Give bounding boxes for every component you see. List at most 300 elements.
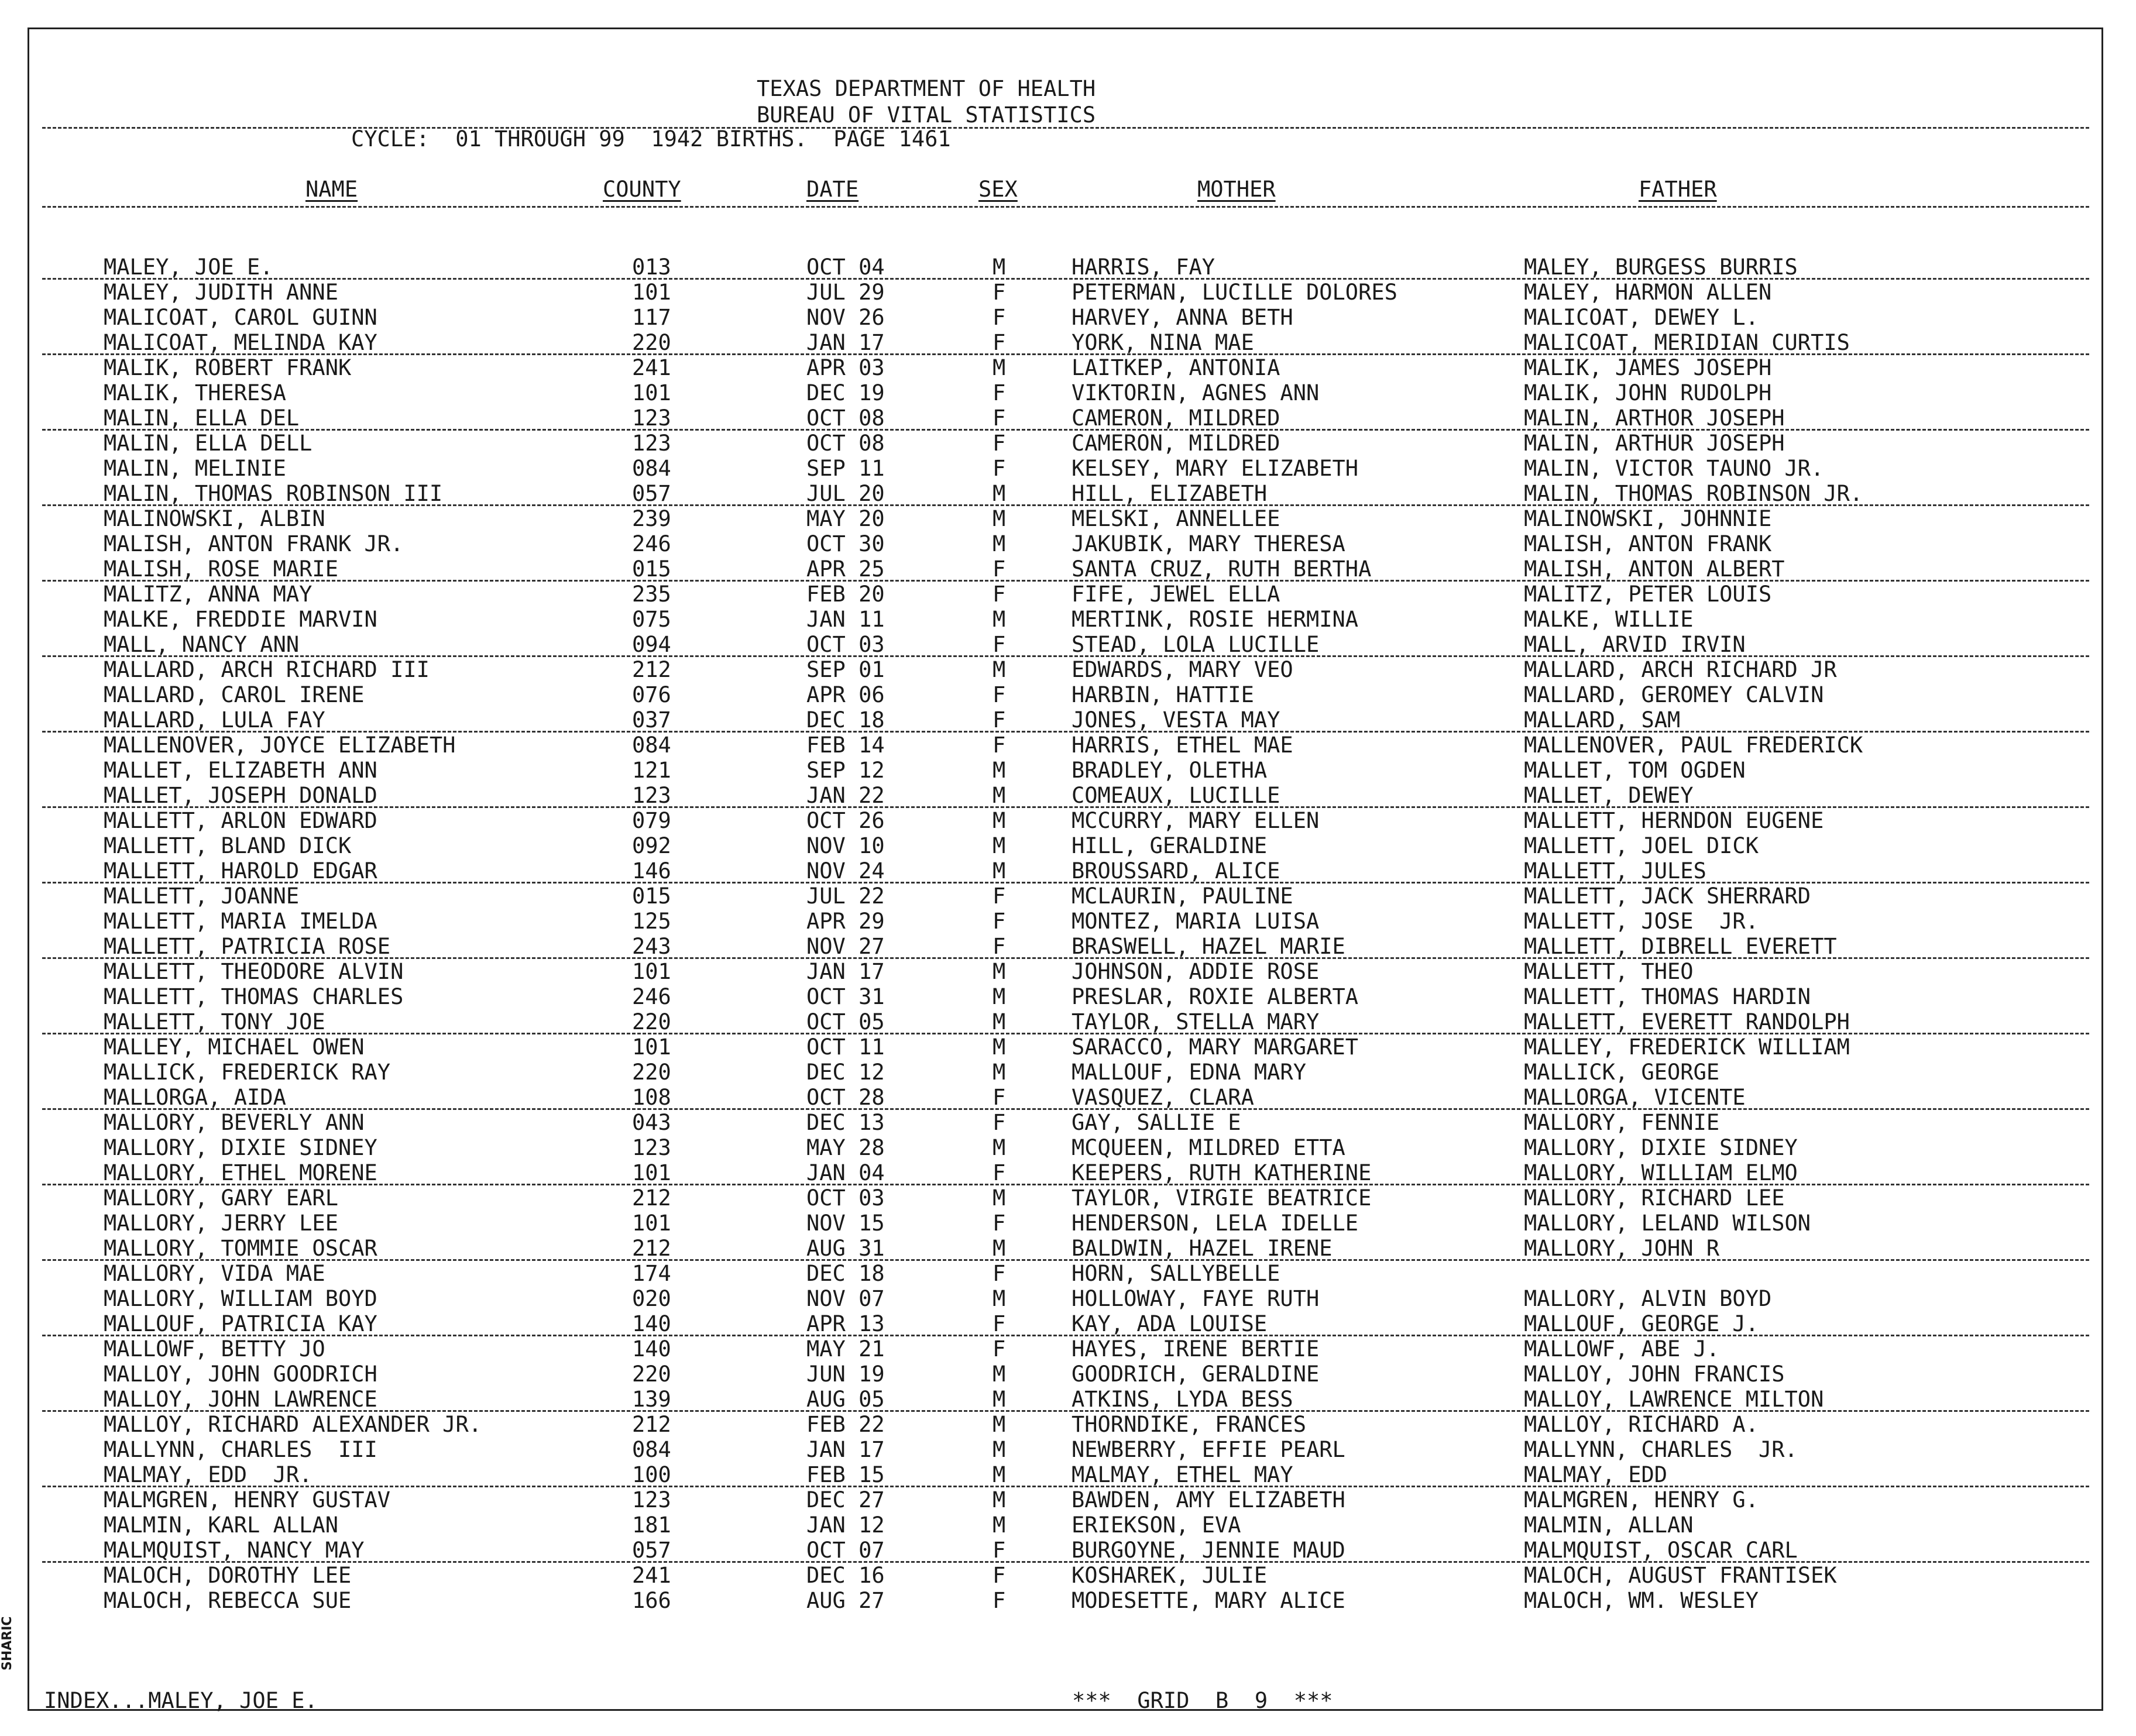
cell-county: 166	[632, 1588, 671, 1613]
cell-name: MALLORY, JERRY LEE	[104, 1211, 338, 1236]
cell-mother: ATKINS, LYDA BESS	[1072, 1387, 1293, 1412]
cell-name: MALLETT, MARIA IMELDA	[104, 909, 377, 934]
cell-sex: M	[993, 808, 1006, 833]
cell-county: 243	[632, 934, 671, 959]
cell-name: MALLETT, THEODORE ALVIN	[104, 959, 404, 984]
cell-sex: F	[993, 305, 1006, 330]
cell-name: MALLOY, JOHN LAWRENCE	[104, 1387, 377, 1412]
cell-sex: F	[993, 1211, 1006, 1236]
cell-name: MALIN, MELINIE	[104, 456, 286, 481]
table-row	[0, 456, 2136, 481]
cell-mother: VASQUEZ, CLARA	[1072, 1085, 1254, 1110]
cell-date: OCT 08	[806, 431, 885, 456]
cell-father: MALKE, WILLIE	[1524, 607, 1694, 632]
cell-sex: M	[993, 1512, 1006, 1538]
cell-date: APR 13	[806, 1311, 885, 1336]
cell-name: MALLORGA, AIDA	[104, 1085, 286, 1110]
cell-sex: M	[993, 1135, 1006, 1160]
cell-name: MALLARD, CAROL IRENE	[104, 682, 365, 707]
table-row	[0, 1387, 2136, 1412]
cell-date: MAY 21	[806, 1336, 885, 1362]
cell-father: MALLORY, FENNIE	[1524, 1110, 1720, 1135]
cell-sex: F	[993, 1311, 1006, 1336]
cell-mother: EDWARDS, MARY VEO	[1072, 657, 1293, 682]
cell-date: APR 06	[806, 682, 885, 707]
table-row	[0, 1362, 2136, 1387]
cell-name: MALICOAT, CAROL GUINN	[104, 305, 377, 330]
cell-name: MALMAY, EDD JR.	[104, 1462, 312, 1487]
cell-date: JAN 17	[806, 330, 885, 355]
cell-father: MALEY, HARMON ALLEN	[1524, 280, 1772, 305]
cell-mother: SANTA CRUZ, RUTH BERTHA	[1072, 556, 1372, 582]
table-row	[0, 1588, 2136, 1613]
cell-mother: GOODRICH, GERALDINE	[1072, 1362, 1320, 1387]
cell-mother: VIKTORIN, AGNES ANN	[1072, 380, 1320, 405]
cell-sex: M	[993, 1487, 1006, 1512]
cell-date: DEC 16	[806, 1563, 885, 1588]
cell-father: MALLETT, HERNDON EUGENE	[1524, 808, 1824, 833]
cell-date: DEC 13	[806, 1110, 885, 1135]
cell-county: 140	[632, 1311, 671, 1336]
cell-county: 084	[632, 733, 671, 758]
table-row	[0, 1538, 2136, 1563]
cell-county: 084	[632, 1437, 671, 1462]
table-row	[0, 1160, 2136, 1185]
cell-date: JUL 29	[806, 280, 885, 305]
cell-father: MALLETT, THEO	[1524, 959, 1694, 984]
table-row	[0, 632, 2136, 657]
cell-county: 057	[632, 1538, 671, 1563]
table-row	[0, 1185, 2136, 1211]
cell-mother: BROUSSARD, ALICE	[1072, 858, 1280, 884]
cell-county: 101	[632, 1034, 671, 1060]
cell-county: 220	[632, 1009, 671, 1034]
table-row	[0, 1085, 2136, 1110]
side-label: SHARIC	[0, 1616, 15, 1670]
cell-county: 123	[632, 1487, 671, 1512]
cell-county: 246	[632, 984, 671, 1009]
cell-father: MALLORGA, VICENTE	[1524, 1085, 1746, 1110]
cell-father: MALEY, BURGESS BURRIS	[1524, 255, 1798, 280]
cell-mother: MONTEZ, MARIA LUISA	[1072, 909, 1320, 934]
cell-county: 212	[632, 657, 671, 682]
cell-county: 079	[632, 808, 671, 833]
cell-county: 043	[632, 1110, 671, 1135]
cell-date: OCT 05	[806, 1009, 885, 1034]
cell-father: MALIN, ARTHOR JOSEPH	[1524, 405, 1785, 431]
cell-father: MALLETT, JACK SHERRARD	[1524, 884, 1811, 909]
cell-sex: F	[993, 632, 1006, 657]
cell-name: MALLETT, BLAND DICK	[104, 833, 352, 858]
cell-sex: M	[993, 506, 1006, 531]
cell-mother: HAYES, IRENE BERTIE	[1072, 1336, 1320, 1362]
table-row	[0, 1336, 2136, 1362]
cell-date: NOV 26	[806, 305, 885, 330]
cell-county: 101	[632, 1211, 671, 1236]
cell-mother: MELSKI, ANNELLEE	[1072, 506, 1280, 531]
cell-father: MALLET, DEWEY	[1524, 783, 1694, 808]
table-row	[0, 758, 2136, 783]
cell-mother: CAMERON, MILDRED	[1072, 405, 1280, 431]
cell-sex: F	[993, 405, 1006, 431]
cell-date: AUG 27	[806, 1588, 885, 1613]
cell-county: 108	[632, 1085, 671, 1110]
cell-mother: MERTINK, ROSIE HERMINA	[1072, 607, 1359, 632]
cell-sex: F	[993, 909, 1006, 934]
table-row	[0, 1009, 2136, 1034]
cell-mother: BRADLEY, OLETHA	[1072, 758, 1268, 783]
cell-sex: M	[993, 1286, 1006, 1311]
cell-sex: M	[993, 1009, 1006, 1034]
cell-date: APR 29	[806, 909, 885, 934]
cell-date: OCT 03	[806, 632, 885, 657]
cell-date: DEC 18	[806, 1261, 885, 1286]
table-row	[0, 1135, 2136, 1160]
cell-date: NOV 27	[806, 934, 885, 959]
cell-county: 015	[632, 884, 671, 909]
table-row	[0, 330, 2136, 355]
cell-sex: M	[993, 984, 1006, 1009]
cell-name: MALLORY, TOMMIE OSCAR	[104, 1236, 377, 1261]
cell-father: MALL, ARVID IRVIN	[1524, 632, 1746, 657]
cell-mother: JAKUBIK, MARY THERESA	[1072, 531, 1345, 556]
cell-father: MALLOY, LAWRENCE MILTON	[1524, 1387, 1824, 1412]
cell-father: MALLOY, RICHARD A.	[1524, 1412, 1759, 1437]
table-row	[0, 707, 2136, 733]
cell-sex: F	[993, 1110, 1006, 1135]
cell-mother: KAY, ADA LOUISE	[1072, 1311, 1268, 1336]
column-header-father: FATHER	[1639, 177, 1717, 202]
cell-sex: F	[993, 456, 1006, 481]
cell-county: 235	[632, 582, 671, 607]
cell-sex: F	[993, 682, 1006, 707]
table-row	[0, 733, 2136, 758]
cell-date: OCT 30	[806, 531, 885, 556]
cell-name: MALLOY, RICHARD ALEXANDER JR.	[104, 1412, 482, 1437]
table-row	[0, 405, 2136, 431]
cell-county: 220	[632, 1362, 671, 1387]
cell-father: MALIK, JOHN RUDOLPH	[1524, 380, 1772, 405]
cell-sex: M	[993, 858, 1006, 884]
table-row	[0, 582, 2136, 607]
cell-date: JAN 17	[806, 1437, 885, 1462]
cell-father: MALLORY, LELAND WILSON	[1524, 1211, 1811, 1236]
table-row	[0, 1261, 2136, 1286]
cell-father: MALMGREN, HENRY G.	[1524, 1487, 1759, 1512]
cell-father: MALICOAT, MERIDIAN CURTIS	[1524, 330, 1850, 355]
cell-county: 123	[632, 431, 671, 456]
cell-sex: M	[993, 1387, 1006, 1412]
cell-mother: BURGOYNE, JENNIE MAUD	[1072, 1538, 1345, 1563]
cell-sex: M	[993, 355, 1006, 380]
cell-mother: HARRIS, FAY	[1072, 255, 1215, 280]
cell-mother: HILL, GERALDINE	[1072, 833, 1268, 858]
cell-sex: F	[993, 934, 1006, 959]
cell-date: OCT 08	[806, 405, 885, 431]
cell-sex: M	[993, 1185, 1006, 1211]
table-row	[0, 607, 2136, 632]
cell-name: MALITZ, ANNA MAY	[104, 582, 312, 607]
cell-name: MALLETT, ARLON EDWARD	[104, 808, 377, 833]
cell-county: 101	[632, 280, 671, 305]
cell-sex: F	[993, 330, 1006, 355]
table-row	[0, 1110, 2136, 1135]
table-row	[0, 380, 2136, 405]
cell-date: AUG 31	[806, 1236, 885, 1261]
cell-county: 241	[632, 1563, 671, 1588]
table-row	[0, 1236, 2136, 1261]
cell-name: MALOCH, REBECCA SUE	[104, 1588, 352, 1613]
cell-county: 100	[632, 1462, 671, 1487]
cell-father: MALLET, TOM OGDEN	[1524, 758, 1746, 783]
cell-sex: F	[993, 431, 1006, 456]
cell-date: NOV 24	[806, 858, 885, 884]
cell-name: MALLORY, BEVERLY ANN	[104, 1110, 365, 1135]
table-row	[0, 531, 2136, 556]
header-subtitle: BUREAU OF VITAL STATISTICS	[757, 102, 1096, 128]
cell-name: MALLETT, HAROLD EDGAR	[104, 858, 377, 884]
cell-county: 037	[632, 707, 671, 733]
cell-county: 015	[632, 556, 671, 582]
cell-mother: KELSEY, MARY ELIZABETH	[1072, 456, 1359, 481]
cell-county: 101	[632, 959, 671, 984]
cell-father: MALLETT, JOEL DICK	[1524, 833, 1759, 858]
cell-father: MALLARD, ARCH RICHARD JR	[1524, 657, 1837, 682]
cell-father: MALLETT, JOSE JR.	[1524, 909, 1759, 934]
cell-name: MALLOWF, BETTY JO	[104, 1336, 325, 1362]
cell-sex: M	[993, 1412, 1006, 1437]
cell-county: 075	[632, 607, 671, 632]
cell-father: MALLOUF, GEORGE J.	[1524, 1311, 1759, 1336]
cell-county: 123	[632, 1135, 671, 1160]
cell-county: 220	[632, 330, 671, 355]
table-row	[0, 355, 2136, 380]
cell-date: OCT 03	[806, 1185, 885, 1211]
cell-mother: PETERMAN, LUCILLE DOLORES	[1072, 280, 1397, 305]
cell-county: 212	[632, 1236, 671, 1261]
cell-date: NOV 10	[806, 833, 885, 858]
cell-name: MALLEY, MICHAEL OWEN	[104, 1034, 365, 1060]
cell-county: 094	[632, 632, 671, 657]
cell-county: 140	[632, 1336, 671, 1362]
cell-sex: M	[993, 481, 1006, 506]
cell-county: 101	[632, 1160, 671, 1185]
header-title: TEXAS DEPARTMENT OF HEALTH	[757, 76, 1096, 101]
cell-sex: M	[993, 1362, 1006, 1387]
cell-date: SEP 12	[806, 758, 885, 783]
cell-sex: M	[993, 531, 1006, 556]
cell-mother: THORNDIKE, FRANCES	[1072, 1412, 1306, 1437]
cell-sex: M	[993, 657, 1006, 682]
cell-father: MALLORY, WILLIAM ELMO	[1524, 1160, 1798, 1185]
cell-sex: M	[993, 1437, 1006, 1462]
cell-county: 181	[632, 1512, 671, 1538]
table-row	[0, 1437, 2136, 1462]
cell-father: MALLETT, JULES	[1524, 858, 1706, 884]
cell-name: MALLICK, FREDERICK RAY	[104, 1060, 391, 1085]
cell-date: OCT 07	[806, 1538, 885, 1563]
cell-county: 092	[632, 833, 671, 858]
cell-father: MALLETT, THOMAS HARDIN	[1524, 984, 1811, 1009]
table-row	[0, 1034, 2136, 1060]
cell-mother: SARACCO, MARY MARGARET	[1072, 1034, 1359, 1060]
cell-sex: M	[993, 1236, 1006, 1261]
cell-mother: MCCURRY, MARY ELLEN	[1072, 808, 1320, 833]
cell-mother: ERIEKSON, EVA	[1072, 1512, 1241, 1538]
column-header-sex: SEX	[978, 177, 1018, 202]
cell-father: MALLORY, RICHARD LEE	[1524, 1185, 1785, 1211]
cell-name: MALLET, ELIZABETH ANN	[104, 758, 377, 783]
cell-date: JAN 12	[806, 1512, 885, 1538]
cell-sex: F	[993, 1588, 1006, 1613]
cell-name: MALKE, FREDDIE MARVIN	[104, 607, 377, 632]
cell-name: MALLORY, WILLIAM BOYD	[104, 1286, 377, 1311]
column-header-mother: MOTHER	[1197, 177, 1276, 202]
cell-father: MALLETT, EVERETT RANDOLPH	[1524, 1009, 1850, 1034]
table-row	[0, 682, 2136, 707]
cell-mother: TAYLOR, STELLA MARY	[1072, 1009, 1320, 1034]
cell-sex: F	[993, 582, 1006, 607]
cell-name: MALLETT, THOMAS CHARLES	[104, 984, 404, 1009]
cell-mother: CAMERON, MILDRED	[1072, 431, 1280, 456]
table-row	[0, 481, 2136, 506]
cell-date: JAN 17	[806, 959, 885, 984]
cell-mother: JOHNSON, ADDIE ROSE	[1072, 959, 1320, 984]
cell-father: MALMIN, ALLAN	[1524, 1512, 1694, 1538]
cell-mother: MCLAURIN, PAULINE	[1072, 884, 1293, 909]
cell-name: MALLORY, DIXIE SIDNEY	[104, 1135, 377, 1160]
cell-date: SEP 11	[806, 456, 885, 481]
cell-date: FEB 15	[806, 1462, 885, 1487]
cell-name: MALMIN, KARL ALLAN	[104, 1512, 338, 1538]
table-row	[0, 1512, 2136, 1538]
cell-county: 123	[632, 405, 671, 431]
cell-county: 020	[632, 1286, 671, 1311]
cell-father: MALLETT, DIBRELL EVERETT	[1524, 934, 1837, 959]
cell-sex: M	[993, 959, 1006, 984]
cell-sex: M	[993, 607, 1006, 632]
cell-father: MALLORY, ALVIN BOYD	[1524, 1286, 1772, 1311]
cell-name: MALLORY, ETHEL MORENE	[104, 1160, 377, 1185]
cell-mother: STEAD, LOLA LUCILLE	[1072, 632, 1320, 657]
footer-index: INDEX...MALEY, JOE E.	[44, 1688, 318, 1713]
cell-name: MALMQUIST, NANCY MAY	[104, 1538, 365, 1563]
cell-mother: BALDWIN, HAZEL IRENE	[1072, 1236, 1333, 1261]
cell-mother: FIFE, JEWEL ELLA	[1072, 582, 1280, 607]
table-row	[0, 1412, 2136, 1437]
cell-date: JUL 20	[806, 481, 885, 506]
cell-name: MALLETT, PATRICIA ROSE	[104, 934, 391, 959]
cell-county: 220	[632, 1060, 671, 1085]
cell-father: MALIN, ARTHUR JOSEPH	[1524, 431, 1785, 456]
cell-mother: TAYLOR, VIRGIE BEATRICE	[1072, 1185, 1372, 1211]
cell-name: MALEY, JUDITH ANNE	[104, 280, 338, 305]
cell-father: MALIN, THOMAS ROBINSON JR.	[1524, 481, 1863, 506]
cell-father: MALIK, JAMES JOSEPH	[1524, 355, 1772, 380]
cell-mother: HENDERSON, LELA IDELLE	[1072, 1211, 1359, 1236]
cell-mother: LAITKEP, ANTONIA	[1072, 355, 1280, 380]
cell-mother: HORN, SALLYBELLE	[1072, 1261, 1280, 1286]
cell-name: MALIN, ELLA DELL	[104, 431, 312, 456]
cell-date: APR 25	[806, 556, 885, 582]
table-row	[0, 1311, 2136, 1336]
cell-mother: YORK, NINA MAE	[1072, 330, 1254, 355]
table-row	[0, 858, 2136, 884]
cell-date: OCT 11	[806, 1034, 885, 1060]
cell-father: MALLOWF, ABE J.	[1524, 1336, 1720, 1362]
cell-mother: KEEPERS, RUTH KATHERINE	[1072, 1160, 1372, 1185]
cell-mother: NEWBERRY, EFFIE PEARL	[1072, 1437, 1345, 1462]
cell-father: MALLARD, SAM	[1524, 707, 1681, 733]
cell-name: MALIK, THERESA	[104, 380, 286, 405]
cell-name: MALLARD, LULA FAY	[104, 707, 325, 733]
cell-sex: M	[993, 1462, 1006, 1487]
cell-date: NOV 07	[806, 1286, 885, 1311]
cell-name: MALLETT, JOANNE	[104, 884, 300, 909]
cell-county: 241	[632, 355, 671, 380]
cell-father: MALOCH, AUGUST FRANTISEK	[1524, 1563, 1837, 1588]
cell-name: MALISH, ROSE MARIE	[104, 556, 338, 582]
cell-father: MALLENOVER, PAUL FREDERICK	[1524, 733, 1863, 758]
table-row	[0, 934, 2136, 959]
cell-sex: F	[993, 556, 1006, 582]
table-row	[0, 1563, 2136, 1588]
cell-sex: F	[993, 1538, 1006, 1563]
cell-county: 246	[632, 531, 671, 556]
cell-father: MALIN, VICTOR TAUNO JR.	[1524, 456, 1824, 481]
cell-county: 076	[632, 682, 671, 707]
cell-date: FEB 20	[806, 582, 885, 607]
cell-name: MALLETT, TONY JOE	[104, 1009, 325, 1034]
cell-county: 013	[632, 255, 671, 280]
cell-father: MALINOWSKI, JOHNNIE	[1524, 506, 1772, 531]
table-row	[0, 808, 2136, 833]
cell-mother: HARBIN, HATTIE	[1072, 682, 1254, 707]
cell-father: MALICOAT, DEWEY L.	[1524, 305, 1759, 330]
cell-name: MALINOWSKI, ALBIN	[104, 506, 325, 531]
table-row	[0, 1286, 2136, 1311]
cell-county: 084	[632, 456, 671, 481]
cell-name: MALOCH, DOROTHY LEE	[104, 1563, 352, 1588]
cell-sex: F	[993, 280, 1006, 305]
table-row	[0, 984, 2136, 1009]
table-row	[0, 833, 2136, 858]
cell-father: MALLORY, JOHN R	[1524, 1236, 1720, 1261]
table-row	[0, 431, 2136, 456]
cell-mother: HARVEY, ANNA BETH	[1072, 305, 1293, 330]
cell-mother: MALMAY, ETHEL MAY	[1072, 1462, 1293, 1487]
table-row	[0, 959, 2136, 984]
cell-name: MALLET, JOSEPH DONALD	[104, 783, 377, 808]
cell-date: OCT 04	[806, 255, 885, 280]
cell-county: 101	[632, 380, 671, 405]
cell-name: MALMGREN, HENRY GUSTAV	[104, 1487, 391, 1512]
cell-date: JAN 04	[806, 1160, 885, 1185]
cell-county: 123	[632, 783, 671, 808]
cell-county: 125	[632, 909, 671, 934]
cell-mother: BRASWELL, HAZEL MARIE	[1072, 934, 1345, 959]
cell-mother: HARRIS, ETHEL MAE	[1072, 733, 1293, 758]
cell-mother: COMEAUX, LUCILLE	[1072, 783, 1280, 808]
table-row	[0, 1487, 2136, 1512]
cell-mother: KOSHAREK, JULIE	[1072, 1563, 1268, 1588]
footer-grid: *** GRID B 9 ***	[1072, 1688, 1333, 1713]
cell-father: MALISH, ANTON ALBERT	[1524, 556, 1785, 582]
cell-father: MALITZ, PETER LOUIS	[1524, 582, 1772, 607]
cell-name: MALLYNN, CHARLES III	[104, 1437, 377, 1462]
cell-sex: F	[993, 1160, 1006, 1185]
cell-date: MAY 28	[806, 1135, 885, 1160]
